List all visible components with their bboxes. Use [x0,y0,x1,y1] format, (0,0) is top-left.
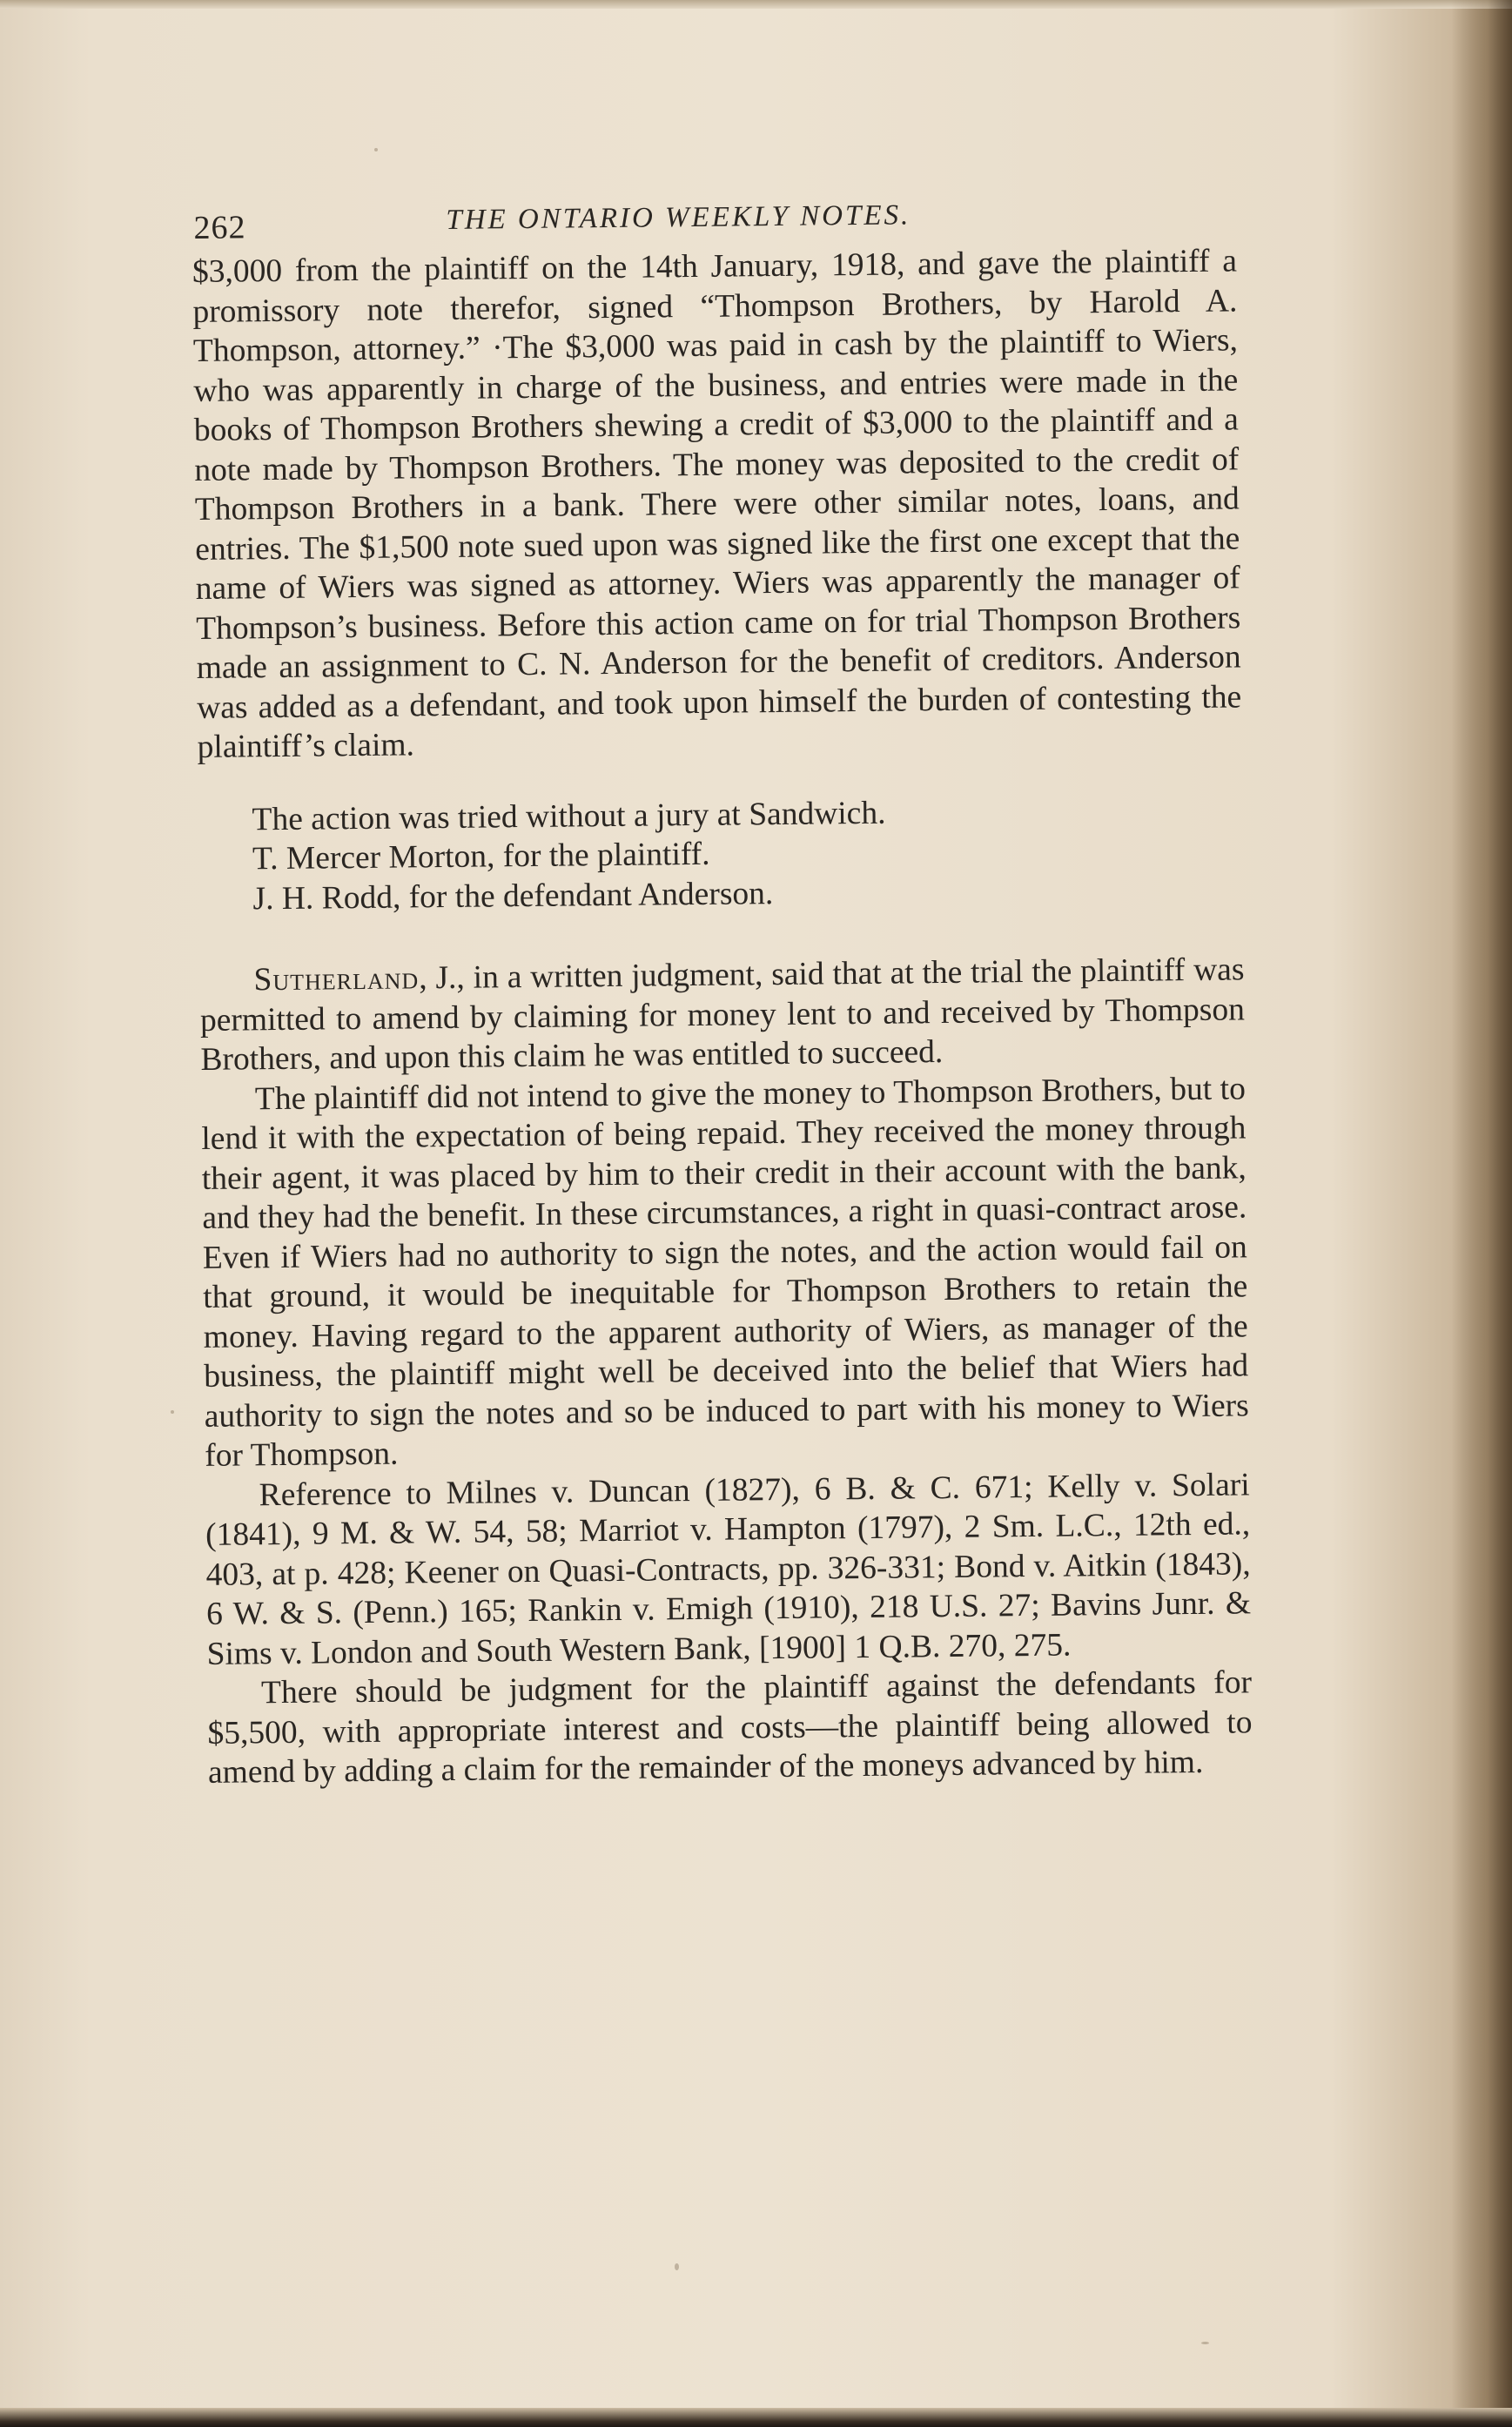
page-top-edge [0,0,1512,9]
page-content [192,180,1253,1792]
counsel-plaintiff-line: T. Mercer Morton, for the plaintiff. [252,836,710,877]
page-binding-shadow [1451,0,1512,2427]
paragraph-judgment: There should be judgment for the plaintiff against the defendants for $5,500, with appropriate interest and costs—the plaintiff being allowed to amend by adding a claim for the remainder of the moneys advanced by him. [207,1664,1253,1791]
judge-name: Sutherland [253,960,420,998]
judgment-intro-text: , J., in a written judgment, said that at the trial the plaintiff was permitted to amend by claiming for money lent to and received by Thompson Brothers, and upon this claim he was entitled to succeed. [199,951,1246,1078]
paper-speck [675,2263,679,2270]
counsel-defendant-line: J. H. Rodd, for the defendant Anderson. [252,875,774,917]
page-number: 262 [193,209,246,246]
paragraph-facts: $3,000 from the plaintiff on the 14th January, 1918, and gave the plaintiff a promissory note therefor, signed “Thompson Brothers, by Harold A. Thompson, attorney.” ·The $3,000 was paid in cash by the plaintiff to Wiers, who was apparently in charge of the business, and entries were made in the books of Thompson Brothers shewing a credit of $3,000 to the plaintiff and a note made by Thompson Brothers. The money was deposited to the credit of Thompson Brothers in a bank. There were other similar notes, loans, and entries. The $1,500 note sued upon was signed like the first one except that the name of Wiers was signed as attorney. Wiers was apparently the manager of Thompson’s business. Before this action came on for trial Thompson Brothers made an assignment to C. N. Anderson for the benefit of creditors. Anderson was added as a defendant, and took upon himself the burden of contesting the plaintiff’s claim. [192,243,1242,765]
paper-speck [1201,2342,1209,2344]
page-header [192,180,1237,252]
paragraph-judgment-intro [199,950,1245,1079]
paragraph-intent: The plaintiff did not intend to give the money to Thompson Brothers, but to lend it with the expectation of being repaid. They received the money through their agent, it was placed by him to their credit in their account with the bank, and they had the benefit. In these circumstances, a right in quasi-contract arose. Even if Wiers had no authority to sign the notes, and the action would fail on that ground, it would be inequitable for Thompson Brothers to retain the money. Having regard to the apparent authority of Wiers, as manager of the business, the plaintiff might well be deceived into the belief that Wiers had authority to sign the notes and so be induced to part with his money to Wiers for Thompson. [201,1070,1249,1474]
trial-venue-line: The action was tried without a jury at Sandwich. [252,795,886,837]
paper-speck [171,1410,174,1414]
page-bottom-edge [0,2408,1512,2427]
running-title: THE ONTARIO WEEKLY NOTES. [446,199,911,236]
paper-speck [374,148,378,151]
paragraph-references: Reference to Milnes v. Duncan (1827), 6 B. & C. 671; Kelly v. Solari (1841), 9 M. & W. 54, 58; Marriot v. Hampton (1797), 2 Sm. L.C., 12th ed., 403, at p. 428; Keener on Quasi-Contracts, pp. 326-331; Bond v. Aitkin (1843), 6 W. & S. (Penn.) 165; Rankin v. Emigh (1910), 218 U.S. 27; Bavins Junr. & Sims v. London and South Western Bank, [1900] 1 Q.B. 270, 275. [205,1466,1252,1672]
